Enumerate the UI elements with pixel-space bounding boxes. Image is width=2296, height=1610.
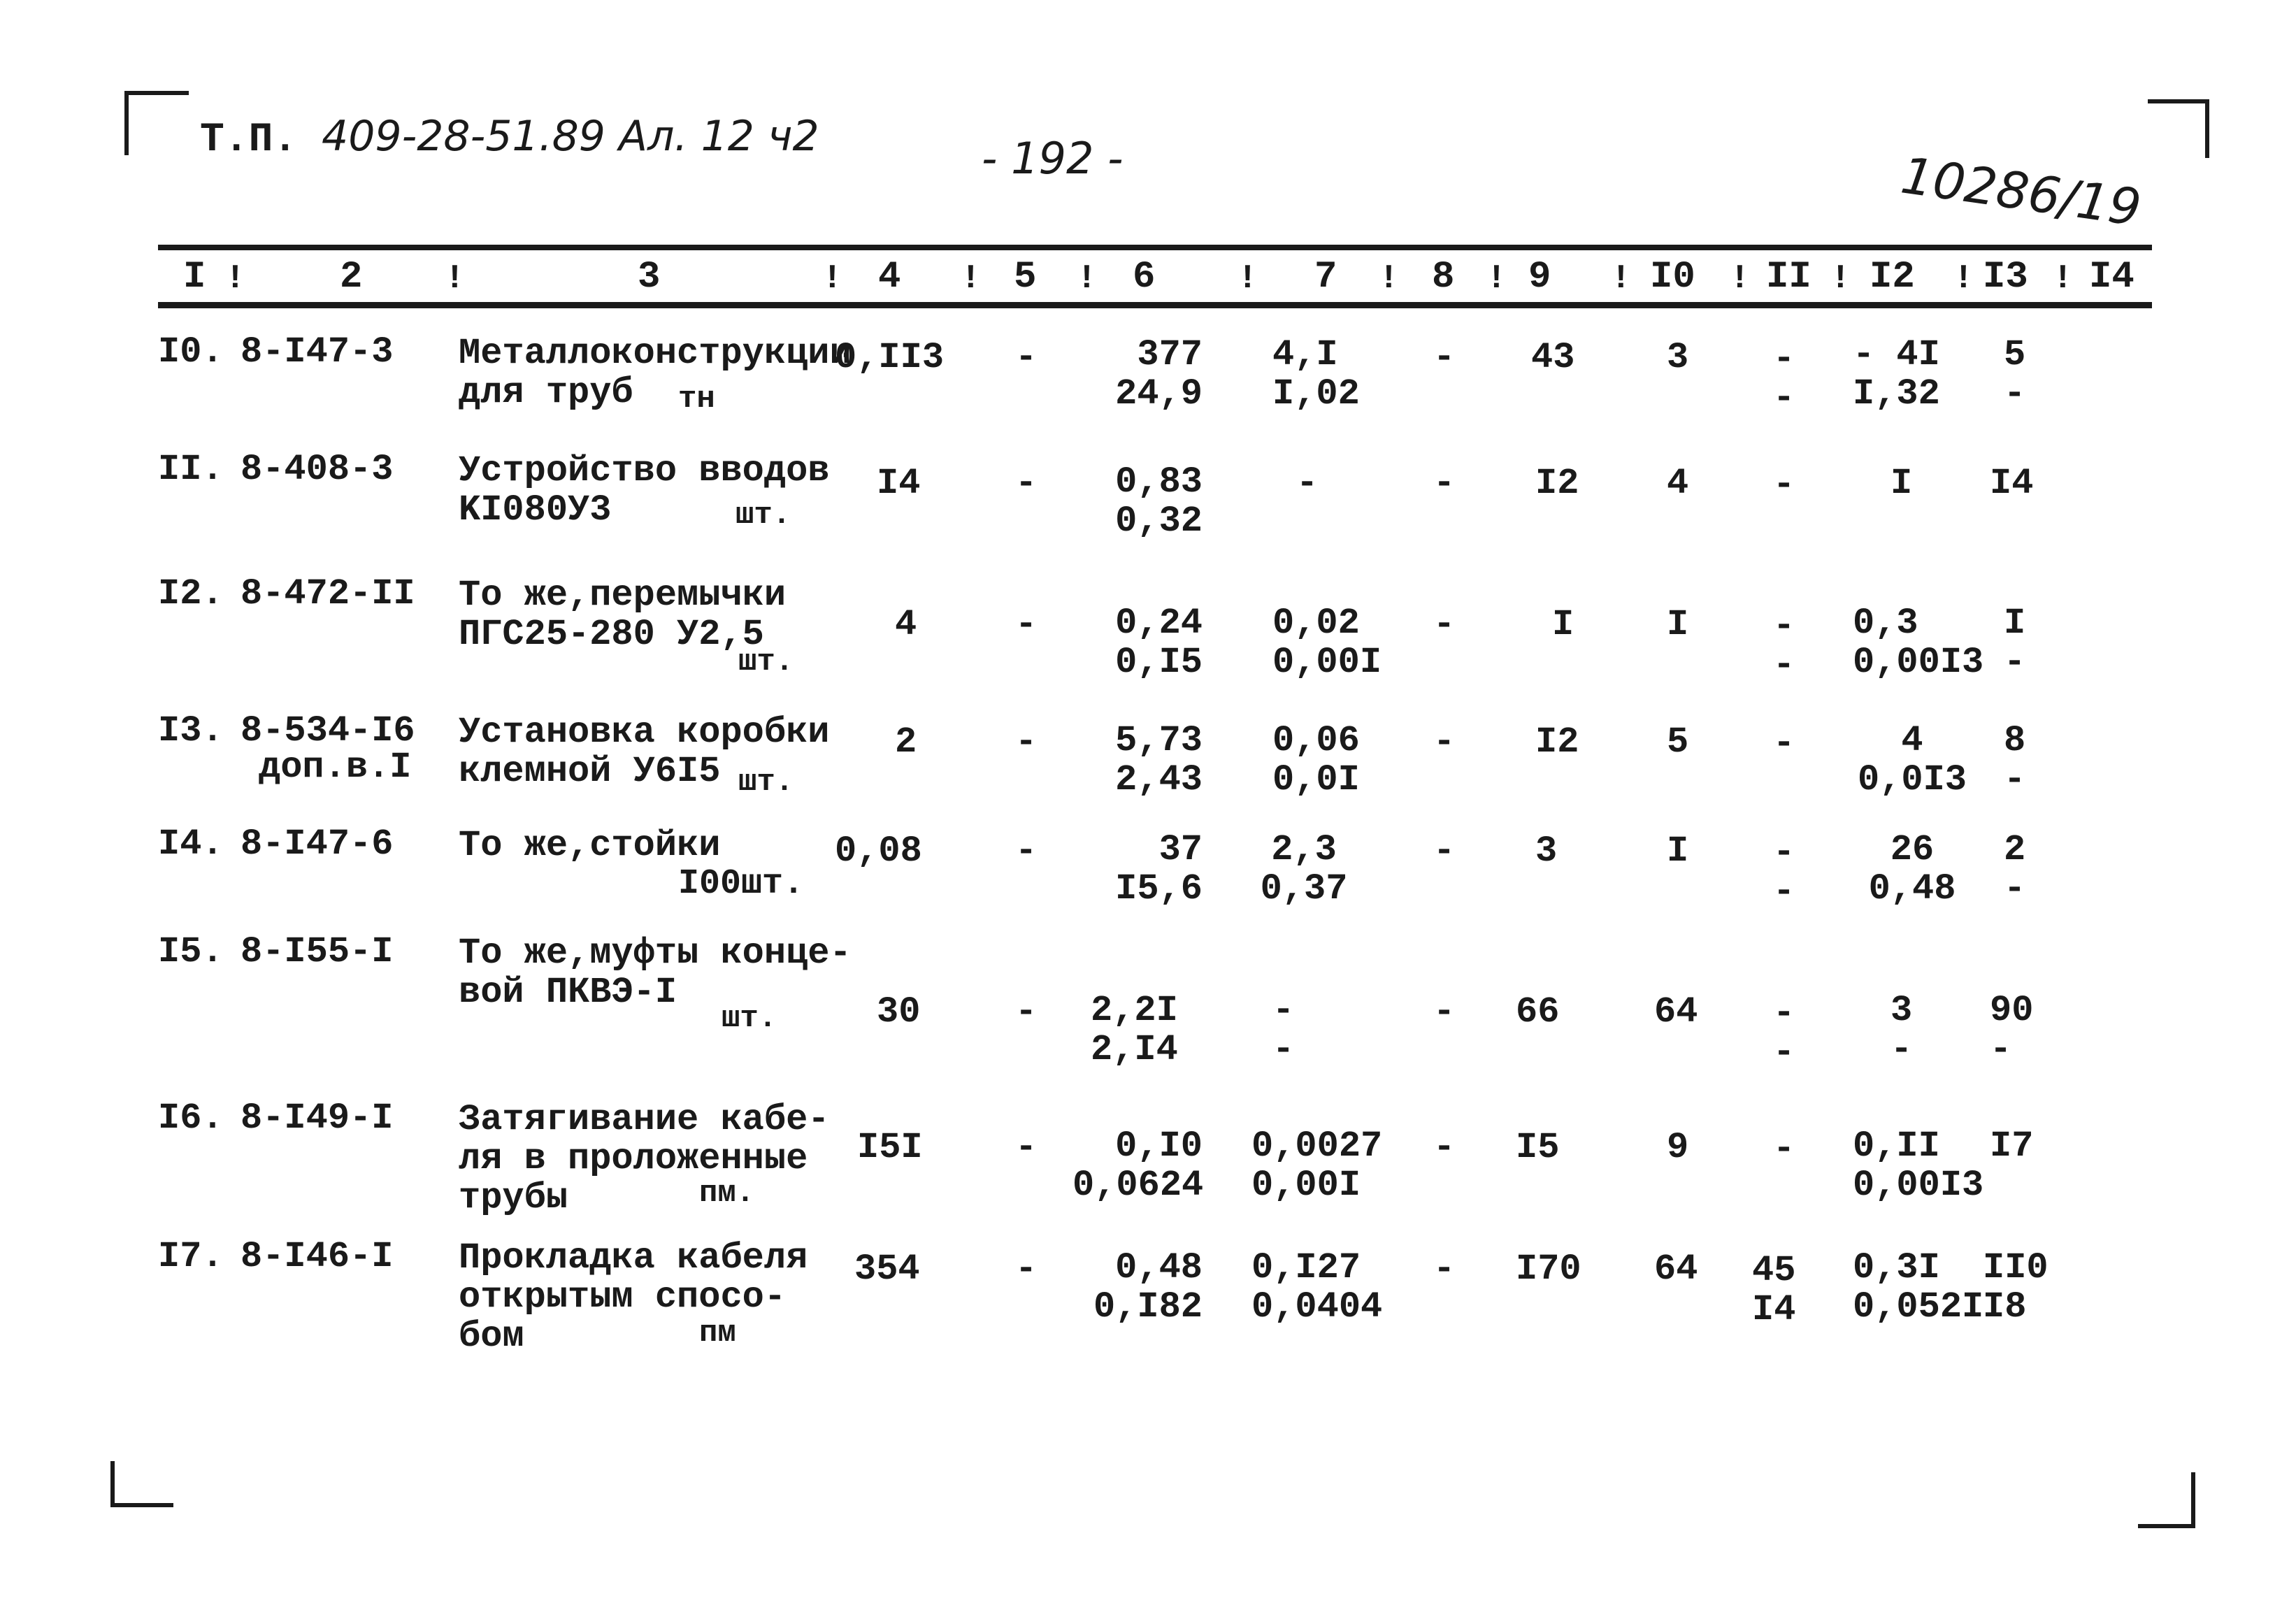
col-separator: ! — [1077, 260, 1097, 298]
row-col13: II0 I8 — [1983, 1247, 2049, 1328]
col-header-12: I2 — [1870, 256, 1915, 299]
row-description: Прокладка кабеля открытым спосо- бом — [459, 1237, 808, 1357]
row-col4: 4 — [895, 604, 917, 645]
row-description: Затягивание кабе- ля в проложенные трубы — [459, 1099, 830, 1219]
row-col6: 0,24 0,I5 — [1115, 603, 1203, 683]
row-col4: 0,08 — [835, 831, 922, 872]
row-col12: 26 0,48 — [1868, 829, 1956, 910]
row-number: I6. — [158, 1098, 224, 1139]
col-separator: ! — [1830, 260, 1851, 298]
col-separator: ! — [1611, 260, 1631, 298]
row-col11: - - — [1773, 832, 1795, 912]
row-col5: - — [1015, 721, 1038, 763]
col-separator: ! — [1379, 260, 1399, 298]
document-id: 10286/19 — [1897, 145, 2145, 238]
row-col4: 2 — [895, 721, 917, 763]
col-separator: ! — [822, 260, 842, 298]
row-col9: 43 — [1531, 337, 1575, 378]
row-col13: 5 - — [2004, 334, 2026, 415]
col-separator: ! — [1730, 260, 1750, 298]
row-col9: I70 — [1516, 1249, 1581, 1290]
row-col7: 0,02 0,00I — [1272, 603, 1382, 683]
col-separator: ! — [225, 260, 245, 298]
document-code-handwritten: 409-28-51.89 Ал. 12 ч2 — [322, 112, 819, 161]
row-col6: 0,I0 0,0624 — [1072, 1126, 1204, 1206]
row-col11: - - — [1773, 993, 1795, 1073]
row-col5: - — [1015, 991, 1038, 1033]
row-description: То же,муфты конце- вой ПКВЭ-I — [459, 933, 852, 1013]
row-col10: 64 — [1654, 991, 1698, 1033]
row-col9: I — [1552, 604, 1574, 645]
row-code: 8-I49-I — [241, 1098, 394, 1139]
row-col4: 30 — [877, 991, 921, 1033]
row-col12: 0,3I 0,052I — [1853, 1247, 1984, 1328]
row-col11: - - — [1773, 605, 1795, 686]
row-col6: 0,48 0,I82 — [1093, 1247, 1203, 1328]
col-header-4: 4 — [878, 256, 901, 299]
col-header-8: 8 — [1432, 256, 1455, 299]
row-col13: I - — [2004, 603, 2026, 683]
document-code — [200, 112, 819, 163]
row-unit: тн — [678, 382, 715, 417]
row-col4: I4 — [877, 463, 921, 504]
row-number: I0. — [158, 331, 224, 373]
row-unit: шт. — [738, 645, 794, 680]
row-col9: 66 — [1516, 991, 1560, 1033]
row-unit: шт. — [738, 765, 794, 800]
col-separator: ! — [961, 260, 981, 298]
corner-mark-top-right — [2148, 99, 2209, 158]
row-col9: I5 — [1516, 1127, 1560, 1168]
row-col8: - — [1433, 604, 1456, 645]
col-header-14: I4 — [2089, 256, 2134, 299]
row-code: 8-I47-6 — [241, 824, 394, 865]
row-col13: 8 - — [2004, 720, 2026, 800]
col-header-3: 3 — [638, 256, 661, 299]
row-col4: 354 — [854, 1249, 920, 1290]
row-description: Устройство вводов KI080У3 — [459, 450, 830, 531]
col-separator: ! — [2053, 260, 2073, 298]
row-col7: 0,I27 0,0404 — [1251, 1247, 1383, 1328]
row-number: I5. — [158, 931, 224, 972]
row-col11: - — [1773, 1128, 1795, 1170]
row-col5: - — [1015, 604, 1038, 645]
row-col8: - — [1433, 1249, 1456, 1290]
row-description: Металлоконструкции для труб — [459, 333, 852, 413]
row-col8: - — [1433, 337, 1456, 378]
row-description: Установка коробки клемной У6I5 — [459, 712, 830, 792]
table-top-rule — [158, 245, 2152, 250]
row-code: 8-534-I6 — [241, 710, 415, 752]
corner-mark-top-left — [124, 91, 189, 155]
row-col7: - — [1296, 463, 1319, 504]
row-number: II. — [158, 449, 224, 490]
row-col8: - — [1433, 1127, 1456, 1168]
corner-mark-bottom-right — [2138, 1472, 2195, 1528]
row-unit: шт. — [722, 1001, 777, 1036]
table-header-rule — [158, 302, 2152, 308]
row-col6: 0,83 0,32 — [1115, 461, 1203, 542]
row-col8: - — [1433, 991, 1456, 1033]
row-col6: 37 I5,6 — [1115, 829, 1203, 910]
col-header-5: 5 — [1014, 256, 1037, 299]
row-col11: - - — [1773, 338, 1795, 419]
row-number: I3. — [158, 710, 224, 752]
row-col7: 2,3 0,37 — [1260, 829, 1348, 910]
row-description: То же,перемычки ПГС25-280 У2,5 — [459, 575, 787, 655]
row-col7: 4,I I,02 — [1272, 334, 1360, 415]
row-col8: - — [1433, 831, 1456, 872]
row-code-extra: доп.в.I — [259, 747, 412, 788]
row-number: I2. — [158, 573, 224, 614]
row-col6: 5,73 2,43 — [1115, 720, 1203, 800]
row-col7: 0,0027 0,00I — [1251, 1126, 1383, 1206]
row-col13: 2 - — [2004, 829, 2026, 910]
row-col11: - — [1773, 464, 1795, 505]
row-col9: 3 — [1535, 831, 1558, 872]
row-col6: 377 24,9 — [1115, 334, 1203, 415]
row-description: То же,стойки — [459, 825, 721, 866]
row-col9: I2 — [1535, 463, 1579, 504]
row-col12: I — [1890, 463, 1913, 504]
row-col12: 4 0,0I3 — [1857, 720, 1967, 800]
col-header-11: II — [1766, 256, 1811, 299]
row-unit: пм — [699, 1316, 736, 1351]
row-col4: I5I — [857, 1127, 923, 1168]
row-col12: 0,II 0,00I3 — [1853, 1126, 1984, 1206]
col-separator: ! — [1237, 260, 1258, 298]
row-unit: шт. — [736, 498, 791, 533]
row-col5: - — [1015, 337, 1038, 378]
col-header-6: 6 — [1133, 256, 1156, 299]
row-col13: I7 — [1990, 1126, 2034, 1167]
row-col8: - — [1433, 721, 1456, 763]
col-header-13: I3 — [1983, 256, 2028, 299]
row-col5: - — [1015, 463, 1038, 504]
row-col13: 90 - — [1990, 990, 2034, 1070]
col-header-2: 2 — [340, 256, 363, 299]
row-col12: 3 - — [1890, 990, 1913, 1070]
row-col7: - - — [1272, 990, 1295, 1070]
page-number: - 192 - — [982, 133, 1124, 184]
row-col10: 4 — [1667, 463, 1689, 504]
col-header-1: I — [183, 256, 206, 299]
row-col5: - — [1015, 831, 1038, 872]
row-code: 8-I47-3 — [241, 331, 394, 373]
row-code: 8-408-3 — [241, 449, 394, 490]
col-header-10: I0 — [1650, 256, 1695, 299]
row-col5: - — [1015, 1127, 1038, 1168]
row-col10: I — [1667, 831, 1689, 872]
row-number: I4. — [158, 824, 224, 865]
row-col10: 5 — [1667, 721, 1689, 763]
corner-mark-bottom-left — [110, 1461, 173, 1507]
col-header-9: 9 — [1528, 256, 1551, 299]
row-col10: I — [1667, 604, 1689, 645]
row-col12: - 4I I,32 — [1853, 334, 1940, 415]
row-col6: 2,2I 2,I4 — [1091, 990, 1178, 1070]
row-col11: 45 I4 — [1752, 1250, 1796, 1330]
col-header-7: 7 — [1314, 256, 1337, 299]
row-col10: 3 — [1667, 337, 1689, 378]
col-separator: ! — [445, 260, 465, 298]
row-col13: I4 — [1990, 463, 2034, 504]
col-separator: ! — [1953, 260, 1974, 298]
row-unit: I00шт. — [678, 864, 805, 904]
col-separator: ! — [1486, 260, 1507, 298]
row-col5: - — [1015, 1249, 1038, 1290]
row-col11: - — [1773, 723, 1795, 764]
row-unit: пм. — [699, 1176, 755, 1211]
row-col7: 0,06 0,0I — [1272, 720, 1360, 800]
row-col8: - — [1433, 463, 1456, 504]
row-col10: 64 — [1654, 1249, 1698, 1290]
row-number: I7. — [158, 1236, 224, 1277]
row-col12: 0,3 0,00I3 — [1853, 603, 1984, 683]
row-col4: 0,II3 — [835, 337, 945, 378]
row-code: 8-472-II — [241, 573, 415, 614]
row-col9: I2 — [1535, 721, 1579, 763]
document-code-prefix: Т.П. — [200, 117, 298, 163]
row-col10: 9 — [1667, 1127, 1689, 1168]
row-code: 8-I46-I — [241, 1236, 394, 1277]
row-code: 8-I55-I — [241, 931, 394, 972]
